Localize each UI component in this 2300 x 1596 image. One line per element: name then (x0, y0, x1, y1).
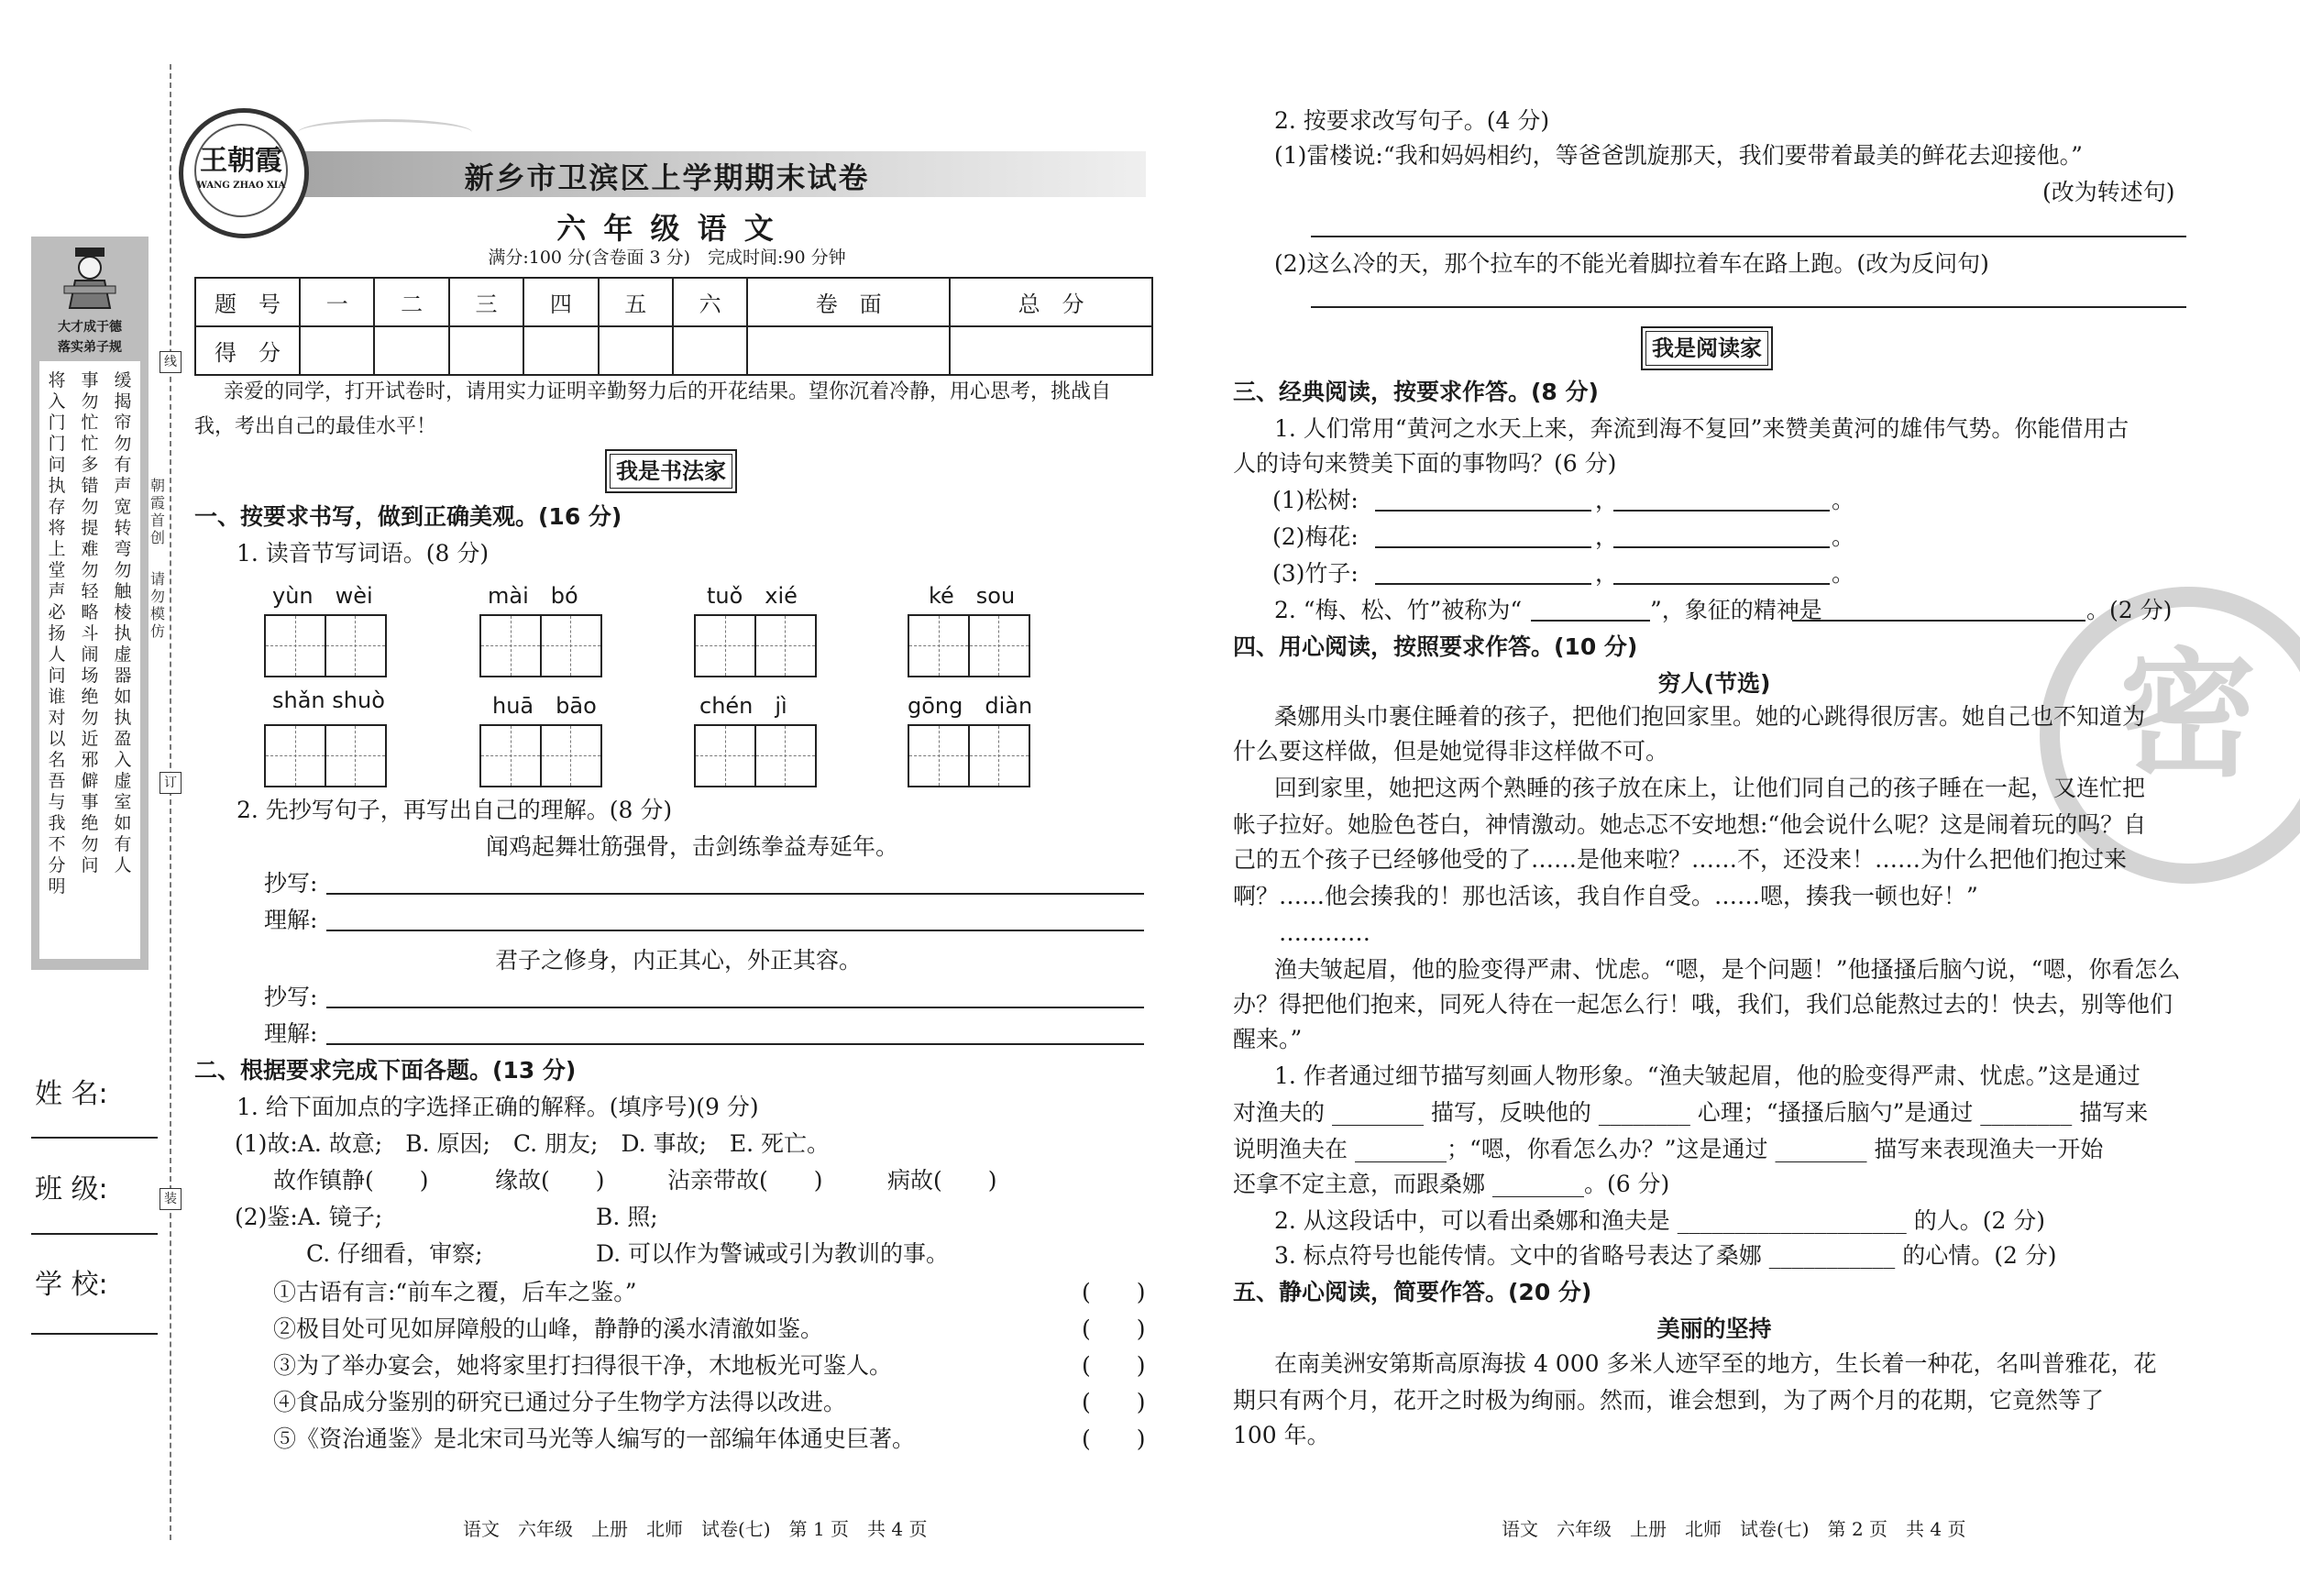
passage-1-text: 什么要这样做，但是她觉得非这样做不可。 (1233, 738, 1669, 765)
logo-badge (194, 124, 288, 217)
confidential-watermark: 密 (2040, 587, 2300, 884)
score-input[interactable] (523, 326, 598, 375)
comma: ， (1595, 487, 1619, 513)
motto-line-1: 大才成于德 (58, 320, 122, 335)
q3-heading: 三、经典阅读，按要求作答。(8 分) (1233, 379, 1599, 405)
poem-item-label: (2)梅花: (1272, 523, 1359, 550)
passage-2-text: 100 年。 (1233, 1422, 1330, 1448)
q2-sub2: 2. 按要求改写句子。(4 分) (1274, 107, 1550, 134)
score-cell: 四 (523, 278, 598, 326)
binding-seal-bind: 装 (160, 1188, 182, 1210)
motto-line-2: 落实弟子规 (58, 340, 122, 355)
section-calligraphy: 我是书法家 (605, 449, 737, 493)
q2-sub1: 1. 给下面加点的字选择正确的解释。(填序号)(9 分) (237, 1094, 759, 1120)
jian-item: ③为了举办宴会，她将家里打扫得很干净，木地板光可鉴人。 (273, 1352, 893, 1379)
q4-question-1[interactable]: 还拿不定主意，而跟桑娜 ________。(6 分) (1233, 1171, 1670, 1197)
pinyin-label: tuǒ xié (707, 583, 798, 609)
answer-paren[interactable]: ( ) (1082, 1279, 1146, 1305)
rewrite-answer-line[interactable] (1311, 306, 2186, 308)
footer-right: 语文 六年级 上册 北师 试卷(七) 第 2 页 共 4 页 (1502, 1518, 1966, 1540)
exam-title: 新乡市卫滨区上学期期末试卷 (464, 160, 870, 195)
scholar-figure (62, 246, 117, 310)
motto-column: 将入门门 问执存 将上堂 声必扬 人问谁 对以名 吾与我 不分明 (48, 370, 66, 897)
q4-question-2[interactable]: 2. 从这段话中，可以看出桑娜和渔夫是 ____________________ 的人。(2 分) (1274, 1207, 2046, 1234)
q1-heading: 一、按要求书写，做到正确美观。(16 分) (194, 503, 622, 530)
pinyin-label: shǎn shuò (272, 688, 385, 713)
intro-line-1: 亲爱的同学，打开试卷时，请用实力证明辛勤努力后的开花结果。望你沉着冷静，用心思考，挑战自 (224, 380, 1112, 403)
gu-word[interactable]: 故作镇静( ) (273, 1167, 429, 1194)
motto-column: 缓揭帘 勿有声 宽转弯 勿触棱 执虚器 如执盈 入虚室 如有人 (114, 370, 132, 875)
score-cell: 得 分 (195, 326, 300, 375)
sentence-1: 闻鸡起舞壮筋强骨，击剑练拳益寿延年。 (486, 833, 899, 860)
q3-sub1-line2: 人的诗句来赞美下面的事物吗？(6 分) (1233, 450, 1617, 477)
copy-line[interactable] (326, 893, 1144, 895)
pinyin-label: chén jì (699, 693, 787, 719)
binding-dashed-line (170, 64, 171, 1540)
q5-heading: 五、静心阅读，简要作答。(20 分) (1233, 1279, 1592, 1305)
rewrite-answer-line[interactable] (1311, 236, 2186, 237)
score-value-row (195, 326, 1152, 375)
writing-grid[interactable] (908, 614, 1030, 677)
q1-sub1: 1. 读音节写词语。(8 分) (237, 540, 490, 567)
name-field[interactable] (31, 1137, 158, 1139)
binding-seal-order: 订 (160, 772, 182, 794)
pinyin-label: ké sou (929, 583, 1016, 609)
section-reading: 我是阅读家 (1641, 326, 1773, 370)
writing-grid[interactable] (264, 724, 387, 787)
q3-answer-line[interactable] (1792, 620, 2085, 622)
rewrite-item-2: (2)这么冷的天，那个拉车的不能光着脚拉着车在路上跑。(改为反问句) (1274, 250, 1989, 277)
q3-sub2-part-c: 。(2 分) (2086, 597, 2173, 623)
answer-paren[interactable]: ( ) (1082, 1352, 1146, 1379)
writing-grid[interactable] (479, 724, 602, 787)
poem-answer-line[interactable] (1613, 510, 1830, 512)
score-input[interactable] (599, 326, 673, 375)
logo-subtext: WANG ZHAO XIA (196, 181, 286, 191)
intro-line-2: 我，考出自己的最佳水平！ (194, 415, 437, 438)
score-cell: 卷 面 (747, 278, 950, 326)
class-field[interactable] (31, 1233, 158, 1235)
q4-heading: 四、用心阅读，按照要求作答。(10 分) (1233, 633, 1638, 660)
footer-left: 语文 六年级 上册 北师 试卷(七) 第 1 页 共 4 页 (463, 1518, 928, 1540)
writing-grid[interactable] (694, 724, 817, 787)
copy-label: 抄写: (264, 984, 318, 1010)
poem-answer-line[interactable] (1375, 510, 1591, 512)
period: 。 (1832, 560, 1855, 587)
poem-answer-line[interactable] (1375, 546, 1591, 548)
rule-text-original: 朝霞首创 (149, 477, 165, 546)
passage-1-title: 穷人(节选) (1657, 670, 1771, 697)
comma: ， (1595, 560, 1619, 587)
scholar-icon (62, 246, 117, 310)
score-input[interactable] (449, 326, 523, 375)
passage-2-text: 期只有两个月，花开之时极为绚丽。然而，谁会想到，为了两个月的花期，它竟然等了 (1233, 1387, 2105, 1414)
name-label: 姓 名: (35, 1078, 108, 1110)
exam-subtitle: 六 年 级 语 文 (556, 211, 777, 246)
logo-text: 王朝霞 (200, 145, 282, 177)
jian-item: ④食品成分鉴别的研究已通过分子生物学方法得以改进。 (273, 1389, 847, 1415)
understand-label: 理解: (264, 907, 318, 933)
score-header-row (195, 278, 1152, 326)
title-banner (188, 151, 1146, 197)
score-input[interactable] (300, 326, 374, 375)
jian-option-c: C. 仔细看，审察; (306, 1240, 483, 1267)
sentence-2: 君子之修身，内正其心，外正其容。 (495, 947, 863, 974)
pinyin-label: yùn wèi (272, 583, 373, 609)
copy-label: 抄写: (264, 870, 318, 897)
q3-sub2-part-a: 2. “梅、松、竹”被称为“ (1274, 597, 1523, 623)
score-cell: 五 (599, 278, 673, 326)
writing-grid[interactable] (908, 724, 1030, 787)
passage-2-text: 在南美洲安第斯高原海拔 4 000 多米人迹罕至的地方，生长着一种花，名叫普雅花，花 (1274, 1350, 2157, 1377)
q3-sub2-part-b: ”，象征的精神是 (1650, 597, 1822, 623)
poem-answer-line[interactable] (1613, 583, 1830, 585)
writing-grid[interactable] (264, 614, 387, 677)
score-input[interactable] (374, 326, 448, 375)
jian-option-a: (2)鉴:A. 镜子; (235, 1204, 383, 1230)
poem-item-label: (1)松树: (1272, 487, 1359, 513)
score-input[interactable] (673, 326, 747, 375)
gu-word[interactable]: 病故( ) (887, 1167, 997, 1194)
motto-sidebar (31, 237, 149, 970)
gu-options: (1)故:A. 故意; B. 原因; C. 朋友; D. 事故; E. 死亡。 (235, 1130, 831, 1157)
score-cell: 一 (300, 278, 374, 326)
answer-paren[interactable]: ( ) (1082, 1425, 1146, 1452)
q4-question-3[interactable]: 3. 标点符号也能传情。文中的省略号表达了桑娜 ___________ 的心情。(2 分) (1274, 1242, 2057, 1269)
poem-answer-line[interactable] (1375, 583, 1591, 585)
q3-sub1-line1: 1. 人们常用“黄河之水天上来，奔流到海不复回”来赞美黄河的雄伟气势。你能借用古 (1274, 415, 2129, 442)
decorative-ribbon (298, 119, 472, 146)
gu-word[interactable]: 缘故( ) (495, 1167, 605, 1194)
jian-option-b: B. 照; (596, 1204, 658, 1230)
score-cell: 总 分 (950, 278, 1152, 326)
pinyin-label: huā bāo (492, 693, 597, 719)
answer-paren[interactable]: ( ) (1082, 1389, 1146, 1415)
poem-item-label: (3)竹子: (1272, 560, 1359, 587)
score-input[interactable] (950, 326, 1152, 375)
jian-item: ①古语有言:“前车之覆，后车之鉴。” (273, 1279, 637, 1305)
school-field[interactable] (31, 1333, 158, 1335)
comma: ， (1595, 523, 1619, 550)
jian-item: ②极目处可见如屏障般的山峰，静静的溪水清澈如鉴。 (273, 1315, 824, 1342)
jian-item: ⑤《资治通鉴》是北宋司马光等人编写的一部编年体通史巨著。 (273, 1425, 916, 1452)
passage-2-title: 美丽的坚持 (1656, 1315, 1772, 1342)
rewrite-item-1: (1)雷楼说:“我和妈妈相约，等爸爸凯旋那天，我们要带着最美的鲜花去迎接他。” (1274, 142, 2083, 169)
pinyin-label: gōng diàn (908, 693, 1033, 719)
period: 。 (1832, 523, 1855, 550)
score-cell: 二 (374, 278, 448, 326)
period: 。 (1832, 487, 1855, 513)
score-input[interactable] (747, 326, 950, 375)
q4-question-1: 1. 作者通过细节描写刻画人物形象。“渔夫皱起眉，他的脸变得严肃、忧虑。”这是通过 (1274, 1062, 2140, 1089)
passage-1-text: 回到家里，她把这两个熟睡的孩子放在床上，让他们同自己的孩子睡在一起，又连忙把 (1274, 775, 2146, 801)
q4-question-1[interactable]: 说明渔夫在 ________；“嗯，你看怎么办？”这是通过 ________ 描写来表现渔夫一开始 (1233, 1136, 2104, 1162)
copy-line[interactable] (326, 1007, 1144, 1008)
binding-seal-line: 线 (160, 351, 182, 373)
pinyin-label: mài bó (488, 583, 578, 609)
q4-question-1[interactable]: 对渔夫的 ________ 描写，反映他的 ________ 心理；“搔搔后脑勺”是通过 ________ 描写来 (1233, 1099, 2149, 1126)
exam-meta: 满分:100 分(含卷面 3 分) 完成时间:90 分钟 (488, 248, 846, 268)
q1-sub2: 2. 先抄写句子，再写出自己的理解。(8 分) (237, 797, 673, 823)
q2-heading: 二、根据要求完成下面各题。(13 分) (194, 1057, 577, 1084)
gu-word[interactable]: 沾亲带故( ) (667, 1167, 823, 1194)
rule-text-no-copy: 请勿模仿 (149, 570, 165, 640)
writing-grid[interactable] (479, 614, 602, 677)
score-cell: 题 号 (195, 278, 300, 326)
understand-label: 理解: (264, 1020, 318, 1047)
writing-grid[interactable] (694, 614, 817, 677)
passage-1-text: 己的五个孩子已经够他受的了……是他来啦？……不，还没来！……为什么把他们抱过来 (1233, 846, 2128, 873)
score-cell: 三 (449, 278, 523, 326)
understand-line[interactable] (326, 1043, 1144, 1045)
passage-ellipsis: ………… (1279, 919, 1370, 946)
understand-line[interactable] (326, 930, 1144, 931)
passage-1-text: 办？得把他们抱来，同死人待在一起怎么行！哦，我们，我们总能熬过去的！快去，别等他们 (1233, 991, 2173, 1018)
passage-1-text: 啊？……他会揍我的！那也活该，我自作自受。……嗯，揍我一顿也好！” (1233, 883, 1978, 909)
q3-answer-line[interactable] (1531, 620, 1650, 622)
passage-1-text: 渔夫皱起眉，他的脸变得严肃、忧虑。“嗯，是个问题！”他搔搔后脑勺说，“嗯，你看怎么 (1274, 956, 2181, 983)
score-table (194, 277, 1153, 376)
jian-option-d: D. 可以作为警诫或引为教训的事。 (596, 1240, 950, 1267)
passage-1-text: 醒来。” (1233, 1026, 1303, 1052)
class-label: 班 级: (35, 1173, 108, 1205)
school-label: 学 校: (35, 1269, 108, 1301)
score-cell: 六 (673, 278, 747, 326)
passage-1-text: 桑娜用头巾裹住睡着的孩子，把他们抱回家里。她的心跳得很厉害。她自己也不知道为 (1274, 703, 2146, 730)
poem-answer-line[interactable] (1613, 546, 1830, 548)
passage-1-text: 帐子拉好。她脸色苍白，神情激动。她忐忑不安地想:“他会说什么呢？这是闹着玩的吗？自 (1233, 811, 2147, 838)
rewrite-item-1-note: (改为转述句) (2042, 179, 2175, 205)
motto-text-box (39, 361, 140, 959)
motto-column: 事勿忙 忙多错 勿提难 勿轻略 斗闹场 绝勿近 邪僻事 绝勿问 (81, 370, 99, 875)
answer-paren[interactable]: ( ) (1082, 1315, 1146, 1342)
